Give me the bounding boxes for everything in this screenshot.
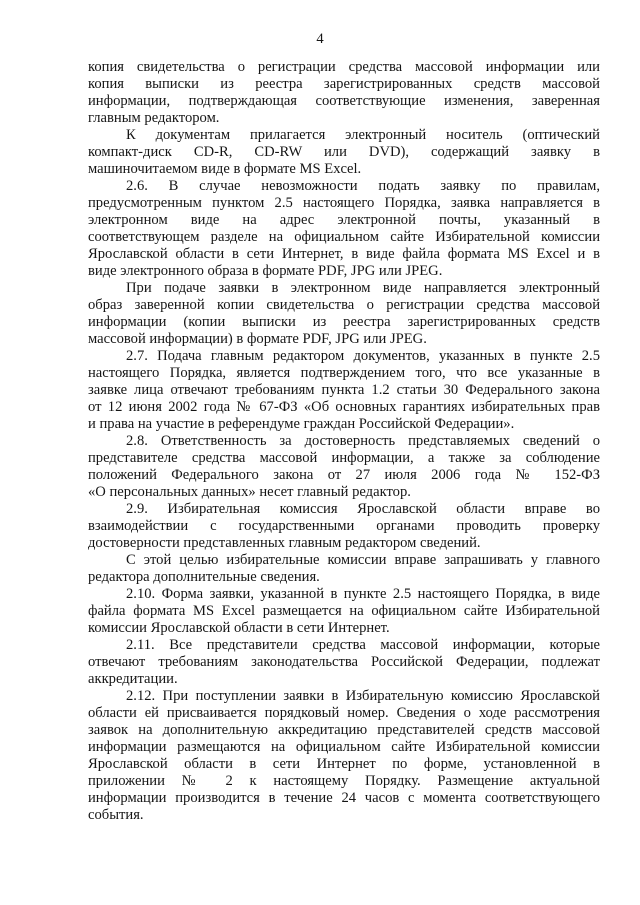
text-line: положений Федерального закона от 27 июля 2006 года № 152-ФЗ <box>88 467 600 483</box>
text-line: и права на участие в референдуме граждан Российской Федерации». <box>88 416 515 432</box>
text-line: 2.8. Ответственность за достоверность представляемых сведений о <box>126 433 600 449</box>
text-line: предусмотренным пунктом 2.5 настоящего Порядка, заявка направляется в <box>88 195 600 211</box>
document-body <box>88 59 600 824</box>
text-line: копия выписки из реестра зарегистрированных средств массовой <box>88 76 600 92</box>
text-line: отвечают требованиям законодательства Российской Федерации, подлежат <box>88 654 600 670</box>
text-line: комиссии Ярославской области в сети Интернет. <box>88 620 390 636</box>
text-line: представителе средства массовой информации, а также за соблюдение <box>88 450 600 466</box>
text-line: 2.6. В случае невозможности подать заявку по правилам, <box>126 178 600 194</box>
text-line: 2.11. Все представители средства массовой информации, которые <box>126 637 600 653</box>
text-line: Ярославской области в сети Интернет по форме, установленной в <box>88 756 600 772</box>
text-line: события. <box>88 807 144 823</box>
text-line: 2.10. Форма заявки, указанной в пункте 2.5 настоящего Порядка, в виде <box>126 586 600 602</box>
text-line: При подаче заявки в электронном виде направляется электронный <box>126 280 600 296</box>
page-number: 4 <box>316 31 324 47</box>
text-line: виде электронного образа в формате PDF, JPG или JPEG. <box>88 263 443 279</box>
text-line: достоверности представленных главным редактором сведений. <box>88 535 481 551</box>
text-line: заявке лица отвечают требованиям пункта 1.2 статьи 30 Федерального закона <box>88 382 600 398</box>
text-line: файла формата MS Excel размещается на официальном сайте Избирательной <box>88 603 600 619</box>
text-line: информации, подтверждающая соответствующие изменения, заверенная <box>88 93 600 109</box>
text-line: компакт-диск CD-R, CD-RW или DVD), содержащий заявку в <box>88 144 600 160</box>
text-line: области ей присваивается порядковый номер. Сведения о ходе рассмотрения <box>88 705 600 721</box>
text-line: копия свидетельства о регистрации средства массовой информации или <box>88 59 600 75</box>
text-line: Ярославской области в сети Интернет, в виде файла формата MS Excel и в <box>88 246 600 262</box>
text-line: 2.12. При поступлении заявки в Избирательную комиссию Ярославской <box>126 688 600 704</box>
text-line: настоящего Порядка, является подтверждением того, что все указанные в <box>88 365 600 381</box>
text-line: машиночитаемом виде в формате MS Excel. <box>88 161 362 177</box>
text-line: 2.7. Подача главным редактором документов, указанных в пункте 2.5 <box>126 348 600 364</box>
text-line: С этой целью избирательные комиссии вправе запрашивать у главного <box>126 552 600 568</box>
text-line: массовой информации) в формате PDF, JPG или JPEG. <box>88 331 427 347</box>
text-line: аккредитации. <box>88 671 178 687</box>
text-line: информации размещаются на официальном сайте Избирательной комиссии <box>88 739 600 755</box>
text-line: заявок на дополнительную аккредитацию представителей средств массовой <box>88 722 600 738</box>
text-line: главным редактором. <box>88 110 220 126</box>
text-line: приложении № 2 к настоящему Порядку. Размещение актуальной <box>88 773 600 789</box>
text-line: электронном виде на адрес электронной почты, указанный в <box>88 212 600 228</box>
text-line: информации (копии выписки из реестра зарегистрированных средств <box>88 314 600 330</box>
text-line: информации производится в течение 24 часов с момента соответствующего <box>88 790 600 806</box>
text-line: 2.9. Избирательная комиссия Ярославской области вправе во <box>126 501 600 517</box>
text-line: соответствующем разделе на официальном сайте Избирательной комиссии <box>88 229 600 245</box>
text-line: редактора дополнительные сведения. <box>88 569 320 585</box>
text-line: образ заверенной копии свидетельства о регистрации средства массовой <box>88 297 600 313</box>
text-line: К документам прилагается электронный носитель (оптический <box>126 127 600 143</box>
text-line: «О персональных данных» несет главный редактор. <box>88 484 411 500</box>
text-line: от 12 июня 2002 года № 67-ФЗ «Об основных гарантиях избирательных прав <box>88 399 600 415</box>
text-line: взаимодействии с государственными органами проводить проверку <box>88 518 600 534</box>
